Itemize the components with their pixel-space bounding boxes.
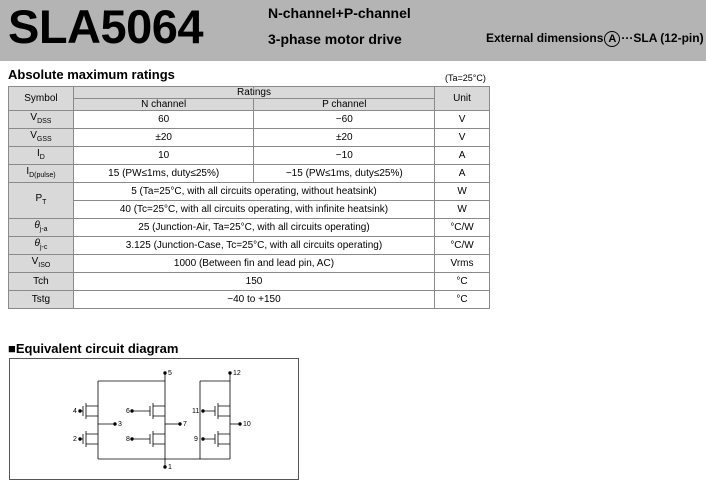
symbol-cell: $\theta_{j-a}$ [9, 219, 74, 237]
table-row [9, 219, 490, 237]
pin-6-label: 6 [126, 408, 130, 415]
symbol-cell: $I_{D(pulse)}$ [9, 165, 74, 183]
table-row [9, 111, 490, 129]
pin-10-label: 10 [243, 421, 251, 428]
top-rail-5 [98, 373, 165, 381]
symbol-cell: $\theta_{j-c}$ [9, 237, 74, 255]
table-row [9, 147, 490, 165]
equivalent-circuit-diagram [9, 358, 299, 480]
ext-symbol-circle: A [604, 31, 620, 47]
circuit-svg [10, 359, 298, 479]
mosfet-lower-right [203, 431, 230, 447]
subtitle-channel: N-channel+P-channel [268, 5, 411, 21]
ratings-condition: (Ta=25°C) [445, 73, 486, 83]
header-n-channel: N channel [73, 99, 254, 111]
header-symbol: Symbol [9, 87, 74, 111]
unit-cell: W [435, 183, 490, 201]
circuit-title: ■Equivalent circuit diagram [8, 341, 179, 356]
unit-cell: Vrms [435, 255, 490, 273]
mosfet-lower-middle [132, 431, 165, 447]
unit-cell: A [435, 147, 490, 165]
mosfet-upper-middle [132, 403, 165, 419]
pin-4-label: 4 [73, 408, 77, 415]
table-row [9, 273, 490, 291]
table-row [9, 201, 490, 219]
pin-12-label: 12 [233, 370, 241, 377]
p-value: −15 (PW≤1ms, duty≤25%) [254, 165, 435, 183]
n-value: 10 [73, 147, 254, 165]
top-rail-12 [200, 373, 230, 381]
merged-value: −40 to +150 [73, 291, 434, 309]
pin-5-label: 5 [168, 370, 172, 377]
pin-9-label: 9 [194, 436, 198, 443]
header-ratings: Ratings [73, 87, 434, 99]
pin-2-label: 2 [73, 436, 77, 443]
external-dimensions [486, 31, 704, 47]
pin-1-label: 1 [168, 464, 172, 471]
merged-value: 25 (Junction-Air, Ta=25°C, with all circuits operating) [73, 219, 434, 237]
unit-cell: A [435, 165, 490, 183]
symbol-cell: $V_{DSS}$ [9, 111, 74, 129]
n-value: ±20 [73, 129, 254, 147]
symbol-cell: $V_{ISO}$ [9, 255, 74, 273]
symbol-cell: Tstg [9, 291, 74, 309]
p-value: ±20 [254, 129, 435, 147]
n-value: 15 (PW≤1ms, duty≤25%) [73, 165, 254, 183]
ext-suffix: ···SLA (12-pin) [621, 31, 704, 46]
table-row [9, 129, 490, 147]
ratings-table [8, 86, 490, 309]
pin-7-label: 7 [183, 421, 187, 428]
mosfet-lower-left [80, 431, 98, 447]
pin-11-label: 11 [192, 408, 200, 415]
symbol-cell: $V_{GSS}$ [9, 129, 74, 147]
header-p-channel: P channel [254, 99, 435, 111]
mosfet-upper-left [80, 403, 98, 419]
mosfet-upper-right [203, 403, 230, 419]
symbol-cell: Tch [9, 273, 74, 291]
table-row [9, 165, 490, 183]
merged-value: 40 (Tc=25°C, with all circuits operating, with infinite heatsink) [73, 201, 434, 219]
merged-value: 5 (Ta=25°C, with all circuits operating, without heatsink) [73, 183, 434, 201]
unit-cell: °C/W [435, 237, 490, 255]
merged-value: 1000 (Between fin and lead pin, AC) [73, 255, 434, 273]
pin-8-label: 8 [126, 436, 130, 443]
part-number: SLA5064 [8, 0, 204, 53]
table-row [9, 237, 490, 255]
n-value: 60 [73, 111, 254, 129]
table-row [9, 255, 490, 273]
pin-3-label: 3 [118, 421, 122, 428]
table-row [9, 183, 490, 201]
title-banner [0, 0, 706, 61]
unit-cell: °C/W [435, 219, 490, 237]
unit-cell: V [435, 111, 490, 129]
p-value: −60 [254, 111, 435, 129]
ratings-title: Absolute maximum ratings [8, 67, 175, 82]
ext-prefix: External dimensions [486, 31, 604, 46]
unit-cell: °C [435, 291, 490, 309]
p-value: −10 [254, 147, 435, 165]
merged-value: 3.125 (Junction-Case, Tc=25°C, with all circuits operating) [73, 237, 434, 255]
symbol-cell: $P_T$ [9, 183, 74, 219]
symbol-cell: $I_D$ [9, 147, 74, 165]
unit-cell: W [435, 201, 490, 219]
table-row [9, 291, 490, 309]
merged-value: 150 [73, 273, 434, 291]
header-unit: Unit [435, 87, 490, 111]
subtitle-application: 3-phase motor drive [268, 31, 402, 47]
unit-cell: V [435, 129, 490, 147]
unit-cell: °C [435, 273, 490, 291]
